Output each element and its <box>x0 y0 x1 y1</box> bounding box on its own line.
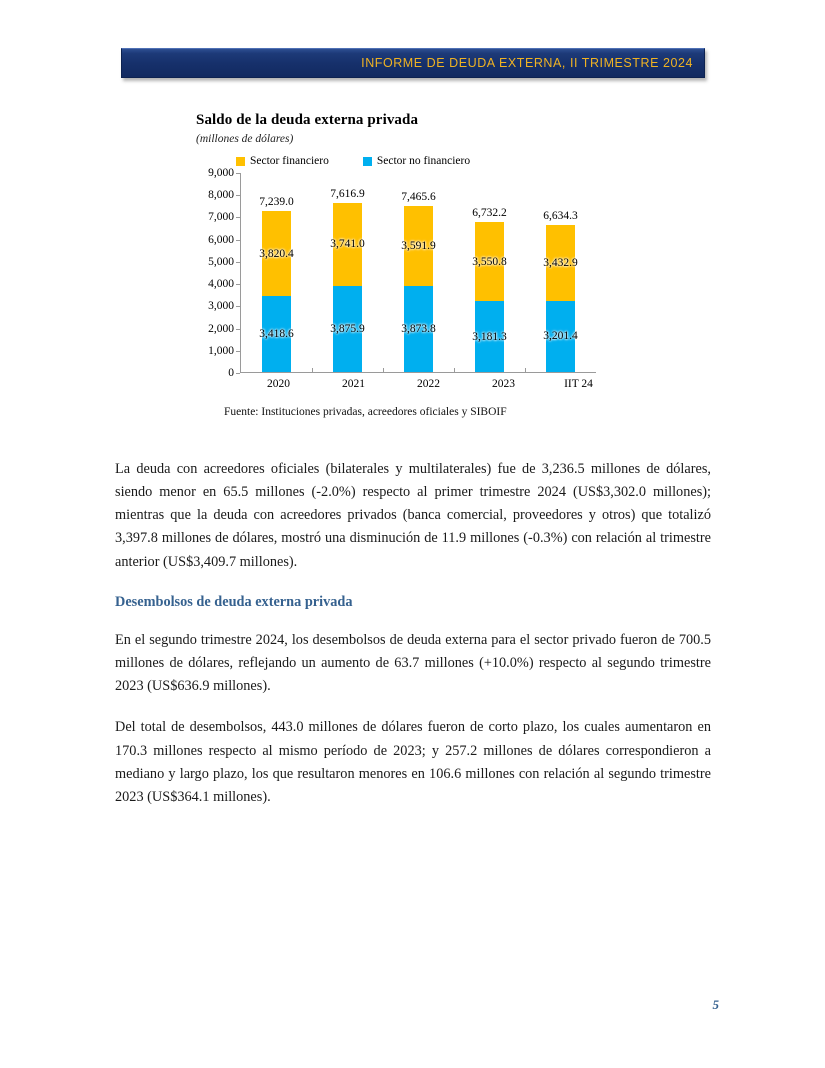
paragraph-disbursements-breakdown: Del total de desembolsos, 443.0 millones de dólares fueron de corto plazo, los cuales aumentaron en 170.3 millones respecto al mismo período de 2023; y 257.2 millones de dólares correspondieron a mediano y largo plazo, los que resultaron menores en 106.6 millones con relación al segundo trimestre 2023 (US$364.1 millones). <box>115 719 711 805</box>
chart-figure <box>196 112 616 418</box>
y-axis-tick: 8,000 <box>208 189 234 202</box>
x-axis-label: 2022 <box>417 378 440 390</box>
y-axis-tick: 1,000 <box>208 344 234 357</box>
stacked-bar <box>401 191 436 372</box>
x-axis-label: IIT 24 <box>564 378 593 390</box>
stacked-bar <box>472 207 507 372</box>
x-axis-label: 2021 <box>342 378 365 390</box>
bar-segment-label: 3,181.3 <box>472 330 507 343</box>
bar-category <box>241 173 312 372</box>
paragraph-disbursements-total: En el segundo trimestre 2024, los desembolsos de deuda externa para el sector privado fueron de 700.5 millones de dólares, reflejando un aumento de 63.7 millones (+10.0%) respecto al segundo trimestre 2023 (US$636.9 millones). <box>115 632 711 695</box>
bar-segment-label: 3,741.0 <box>330 238 365 251</box>
body-section-2 <box>115 594 711 827</box>
x-axis-labels <box>241 378 616 390</box>
chart-subtitle: (millones de dólares) <box>196 133 294 145</box>
bar-category <box>454 173 525 372</box>
bar-segment-label: 3,201.4 <box>543 330 578 343</box>
header-title: INFORME DE DEUDA EXTERNA, II TRIMESTRE 2024 <box>361 56 693 70</box>
y-axis-tick: 4,000 <box>208 278 234 291</box>
y-axis <box>196 167 240 379</box>
page-number: 5 <box>712 997 719 1012</box>
bar-category <box>383 173 454 372</box>
body-section-1 <box>115 458 711 592</box>
legend-label-financiero: Sector financiero <box>250 155 329 167</box>
bar-segment-financiero <box>543 225 578 301</box>
legend-item-sector-financiero <box>236 155 329 167</box>
legend-item-sector-no-financiero <box>363 155 470 167</box>
legend-label-no-financiero: Sector no financiero <box>376 155 471 167</box>
bar-total-label: 6,634.3 <box>543 209 578 222</box>
stacked-bar <box>330 187 365 372</box>
legend-swatch-no-financiero <box>363 157 372 166</box>
bar-segment-label: 3,591.9 <box>401 240 436 253</box>
bar-segment-label: 3,873.8 <box>401 322 436 335</box>
y-axis-tick: 9,000 <box>208 167 234 179</box>
bar-total-label: 7,465.6 <box>401 191 436 204</box>
bar-segment-no-financiero <box>472 301 507 372</box>
bar-segment-financiero <box>472 222 507 301</box>
header-banner <box>121 48 705 78</box>
stacked-bar <box>259 196 294 372</box>
bar-segment-no-financiero <box>330 286 365 372</box>
y-axis-tick: 7,000 <box>208 211 234 224</box>
paragraph-official-creditors: La deuda con acreedores oficiales (bilaterales y multilaterales) fue de 3,236.5 millones de dólares, siendo menor en 65.5 millones (-2.0%) respecto al primer trimestre 2024 (US$3,302.0 millones); mientras que la deuda con acreedores privados (banca comercial, proveedores y otros) que totalizó 3,397.8 millones de dólares, mostró una disminución de 11.9 millones (-0.3%) con relación al trimestre anterior (US$3,409.7 millones). <box>115 461 711 570</box>
bar-total-label: 7,616.9 <box>330 187 365 200</box>
bar-segment-label: 3,875.9 <box>330 322 365 335</box>
chart-plot-area <box>196 167 596 379</box>
bar-segment-label: 3,418.6 <box>259 328 294 341</box>
bar-segment-no-financiero <box>401 286 436 372</box>
y-axis-tick: 2,000 <box>208 322 234 335</box>
bar-segment-label: 3,820.4 <box>259 247 294 260</box>
legend-swatch-financiero <box>236 157 245 166</box>
bar-segment-label: 3,550.8 <box>472 255 507 268</box>
chart-title: Saldo de la deuda externa privada <box>196 112 419 128</box>
bar-segment-no-financiero <box>259 296 294 372</box>
y-axis-tick: 3,000 <box>208 300 234 313</box>
y-axis-tick: 6,000 <box>208 233 234 246</box>
y-axis-tick: 0 <box>228 367 234 379</box>
x-axis-label: 2020 <box>267 378 290 390</box>
bar-segment-financiero <box>401 206 436 286</box>
chart-legend <box>236 155 616 167</box>
section-heading-desembolsos: Desembolsos de deuda externa privada <box>115 594 353 610</box>
stacked-bar <box>543 209 578 372</box>
bar-segment-financiero <box>330 203 365 286</box>
bar-category <box>525 173 596 372</box>
y-axis-tick: 5,000 <box>208 255 234 268</box>
bar-segment-financiero <box>259 211 294 296</box>
document-header <box>121 48 705 78</box>
bar-total-label: 7,239.0 <box>259 196 294 209</box>
x-axis-line <box>240 372 596 373</box>
chart-source-note: Fuente: Instituciones privadas, acreedores oficiales y SIBOIF <box>224 406 507 418</box>
x-axis-label: 2023 <box>492 378 515 390</box>
bar-segment-no-financiero <box>543 301 578 372</box>
bar-category <box>312 173 383 372</box>
bar-group <box>241 173 596 372</box>
bar-total-label: 6,732.2 <box>472 207 507 220</box>
bar-segment-label: 3,432.9 <box>543 256 578 269</box>
